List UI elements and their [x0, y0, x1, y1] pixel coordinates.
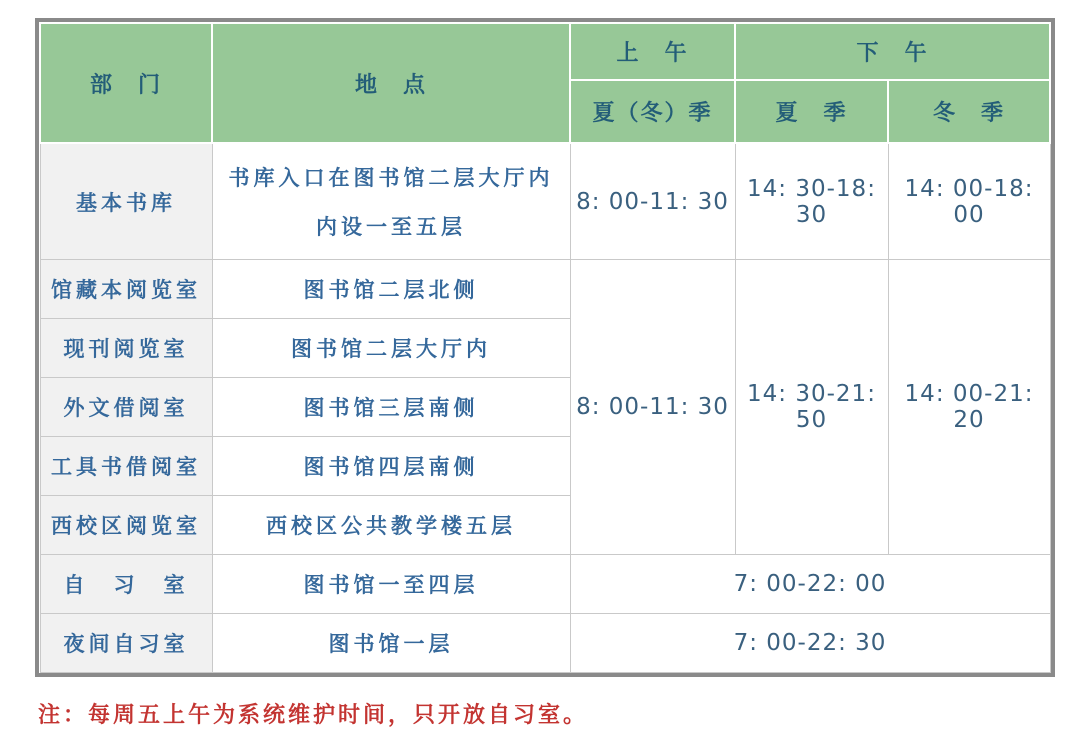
location-cell: 图书馆四层南侧 — [212, 437, 570, 496]
header-afternoon-summer: 夏 季 — [735, 80, 888, 143]
header-location: 地 点 — [212, 23, 570, 143]
location-line-1: 书库入口在图书馆二层大厅内 — [228, 166, 554, 191]
location-cell — [212, 143, 570, 260]
location-cell: 图书馆一层 — [212, 614, 570, 673]
location-cell: 图书馆三层南侧 — [212, 378, 570, 437]
location-line-2: 内设一至五层 — [316, 214, 466, 239]
dept-cell: 现刊阅览室 — [40, 319, 212, 378]
header-dept: 部 门 — [40, 23, 212, 143]
time-cell-allday: 7: 00-22: 00 — [570, 555, 1050, 614]
opening-hours-table — [39, 22, 1051, 673]
dept-cell: 自 习 室 — [40, 555, 212, 614]
header-afternoon: 下 午 — [735, 23, 1050, 80]
dept-cell: 馆藏本阅览室 — [40, 260, 212, 319]
location-cell: 图书馆二层大厅内 — [212, 319, 570, 378]
header-morning-season: 夏（冬）季 — [570, 80, 735, 143]
schedule-table — [35, 18, 1055, 677]
time-cell-allday: 7: 00-22: 30 — [570, 614, 1050, 673]
time-cell-pm-summer-merged: 14: 30-21: 50 — [735, 260, 888, 555]
dept-cell: 基本书库 — [40, 143, 212, 260]
dept-cell: 工具书借阅室 — [40, 437, 212, 496]
time-cell-am: 8: 00-11: 30 — [570, 143, 735, 260]
dept-cell: 外文借阅室 — [40, 378, 212, 437]
dept-cell: 西校区阅览室 — [40, 496, 212, 555]
table-row — [40, 614, 1050, 673]
table-row — [40, 260, 1050, 319]
dept-cell: 夜间自习室 — [40, 614, 212, 673]
time-cell-pm-summer: 14: 30-18: 30 — [735, 143, 888, 260]
table-row — [40, 555, 1050, 614]
table-row — [40, 143, 1050, 260]
header-afternoon-winter: 冬 季 — [888, 80, 1050, 143]
time-cell-am-merged: 8: 00-11: 30 — [570, 260, 735, 555]
location-lines — [213, 144, 570, 259]
header-morning: 上 午 — [570, 23, 735, 80]
footnote: 注：每周五上午为系统维护时间，只开放自习室。 — [38, 703, 589, 728]
time-cell-pm-winter: 14: 00-18: 00 — [888, 143, 1050, 260]
time-cell-pm-winter-merged: 14: 00-21: 20 — [888, 260, 1050, 555]
location-cell: 图书馆一至四层 — [212, 555, 570, 614]
location-cell: 图书馆二层北侧 — [212, 260, 570, 319]
location-cell: 西校区公共教学楼五层 — [212, 496, 570, 555]
